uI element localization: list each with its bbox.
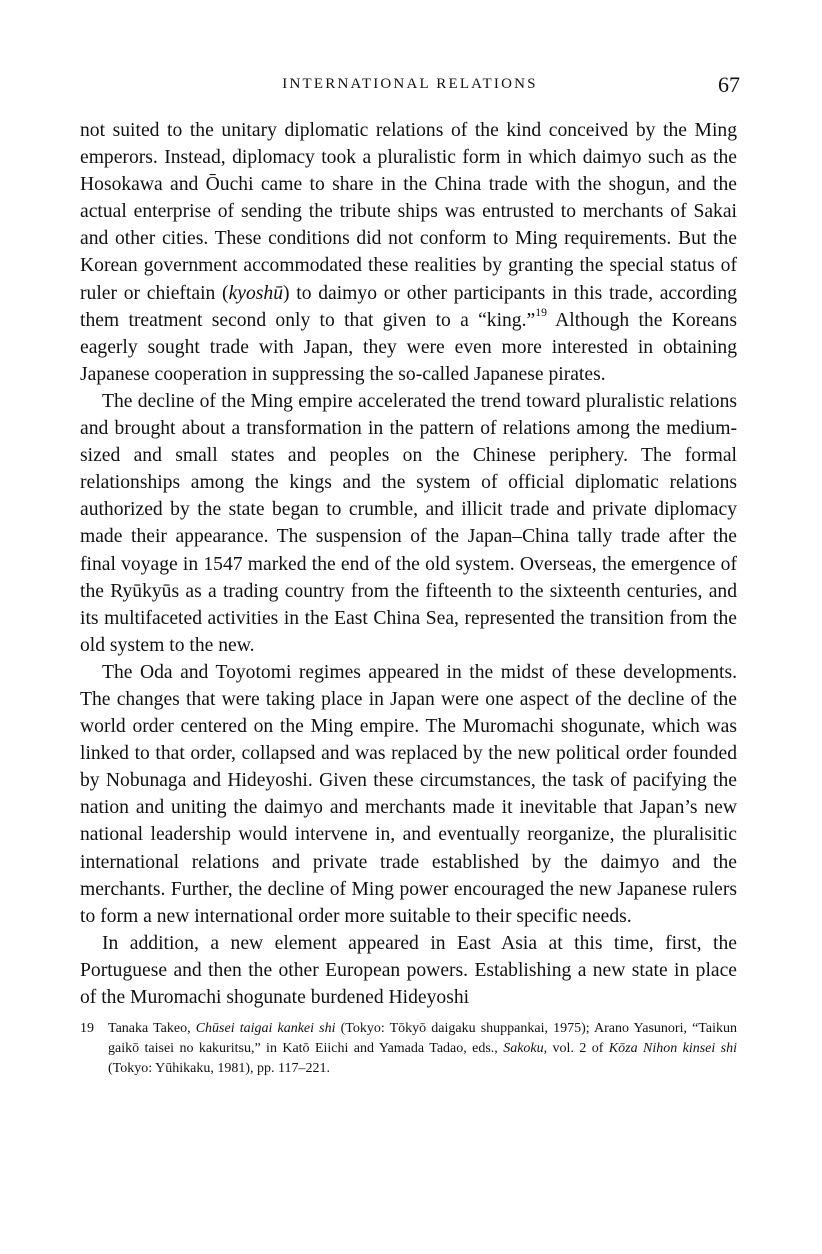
text-run: vol. 2 of — [547, 1041, 609, 1056]
text-run: not suited to the unitary diplomatic relations of the kind conceived by the Ming emperors. Instead, diplomacy took a pluralistic form in which daimyo such as the Hosokawa and Ōuchi came to share in the China trade with the shogun, and the actual enterprise of sending the tribute ships was entrusted to merchants of Sakai and other cities. These conditions did not conform to Ming requirements. But the Korean government accommodated these realities by granting the special status of ruler or chieftain ( — [80, 120, 737, 304]
paragraph — [80, 117, 737, 388]
body-text — [80, 117, 737, 1011]
italic-text: Sakoku, — [503, 1041, 548, 1056]
running-title: INTERNATIONAL RELATIONS — [282, 76, 538, 92]
text-run: (Tokyo: Tōkyō daigaku shuppankai, 1975); Arano Yasunori, “Taikun gaikō taisei no kakuritsu,” in Katō Eiichi and Yamada Tadao, eds., — [108, 1021, 737, 1056]
text-run: Tanaka Takeo, — [108, 1021, 196, 1036]
paragraph — [80, 930, 737, 1011]
italic-text: kyoshū — [228, 282, 283, 304]
text-run: Although the Koreans eagerly sought trade with Japan, they were even more interested in obtaining Japanese cooperation in suppressing the so-called Japanese pirates. — [80, 309, 737, 385]
text-run: (Tokyo: Yūhikaku, 1981), pp. 117–221. — [108, 1061, 330, 1076]
text-run: In addition, a new element appeared in East Asia at this time, first, the Portuguese and then the other European powers. Establishing a new state in place of the Muromachi shogunate burdened Hideyoshi — [80, 932, 737, 1008]
footnotes — [80, 1019, 737, 1079]
footnote — [80, 1019, 737, 1079]
italic-text: Kōza Nihon kinsei shi — [608, 1041, 737, 1056]
text-run: The Oda and Toyotomi regimes appeared in the midst of these developments. The changes that were taking place in Japan were one aspect of the decline of the world order centered on the Ming empire. The Muromachi shogunate, which was linked to that order, collapsed and was replaced by the new political order founded by Nobunaga and Hideyoshi. Given these circumstances, the task of pacifying the nation and uniting the daimyo and merchants made it inevitable that Japan’s new national leadership would intervene in, and eventually reorganize, the pluralisitic international relations and private trade established by the daimyo and the merchants. Further, the decline of Ming power encouraged the new Japanese rulers to form a new international order more suitable to their specific needs. — [80, 661, 737, 927]
italic-text: Chūsei taigai kankei shi — [195, 1021, 336, 1036]
footnote-reference: 19 — [535, 306, 547, 320]
paragraph — [80, 659, 737, 930]
footnote-number: 19 — [80, 1021, 94, 1036]
text-run: The decline of the Ming empire accelerated the trend toward pluralistic relations and brought about a transformation in the pattern of relations among the medium-sized and small states and peoples on the Chinese periphery. The formal relationships among the kings and the system of official diplomatic relations authorized by the state began to crumble, and illicit trade and private diplomacy made their appearance. The suspension of the Japan–China tally trade after the final voyage in 1547 marked the end of the old system. Overseas, the emergence of the Ryūkyūs as a trading country from the fifteenth to the sixteenth centuries, and its multifaceted activities in the East China Sea, represented the transition from the old system to the new. — [80, 390, 737, 656]
text-run: ) to daimyo or other participants in this trade, according them treatment second only to that given to a “king.” — [80, 282, 737, 331]
running-head — [80, 72, 740, 102]
page-number: 67 — [718, 72, 740, 97]
paragraph — [80, 388, 737, 659]
